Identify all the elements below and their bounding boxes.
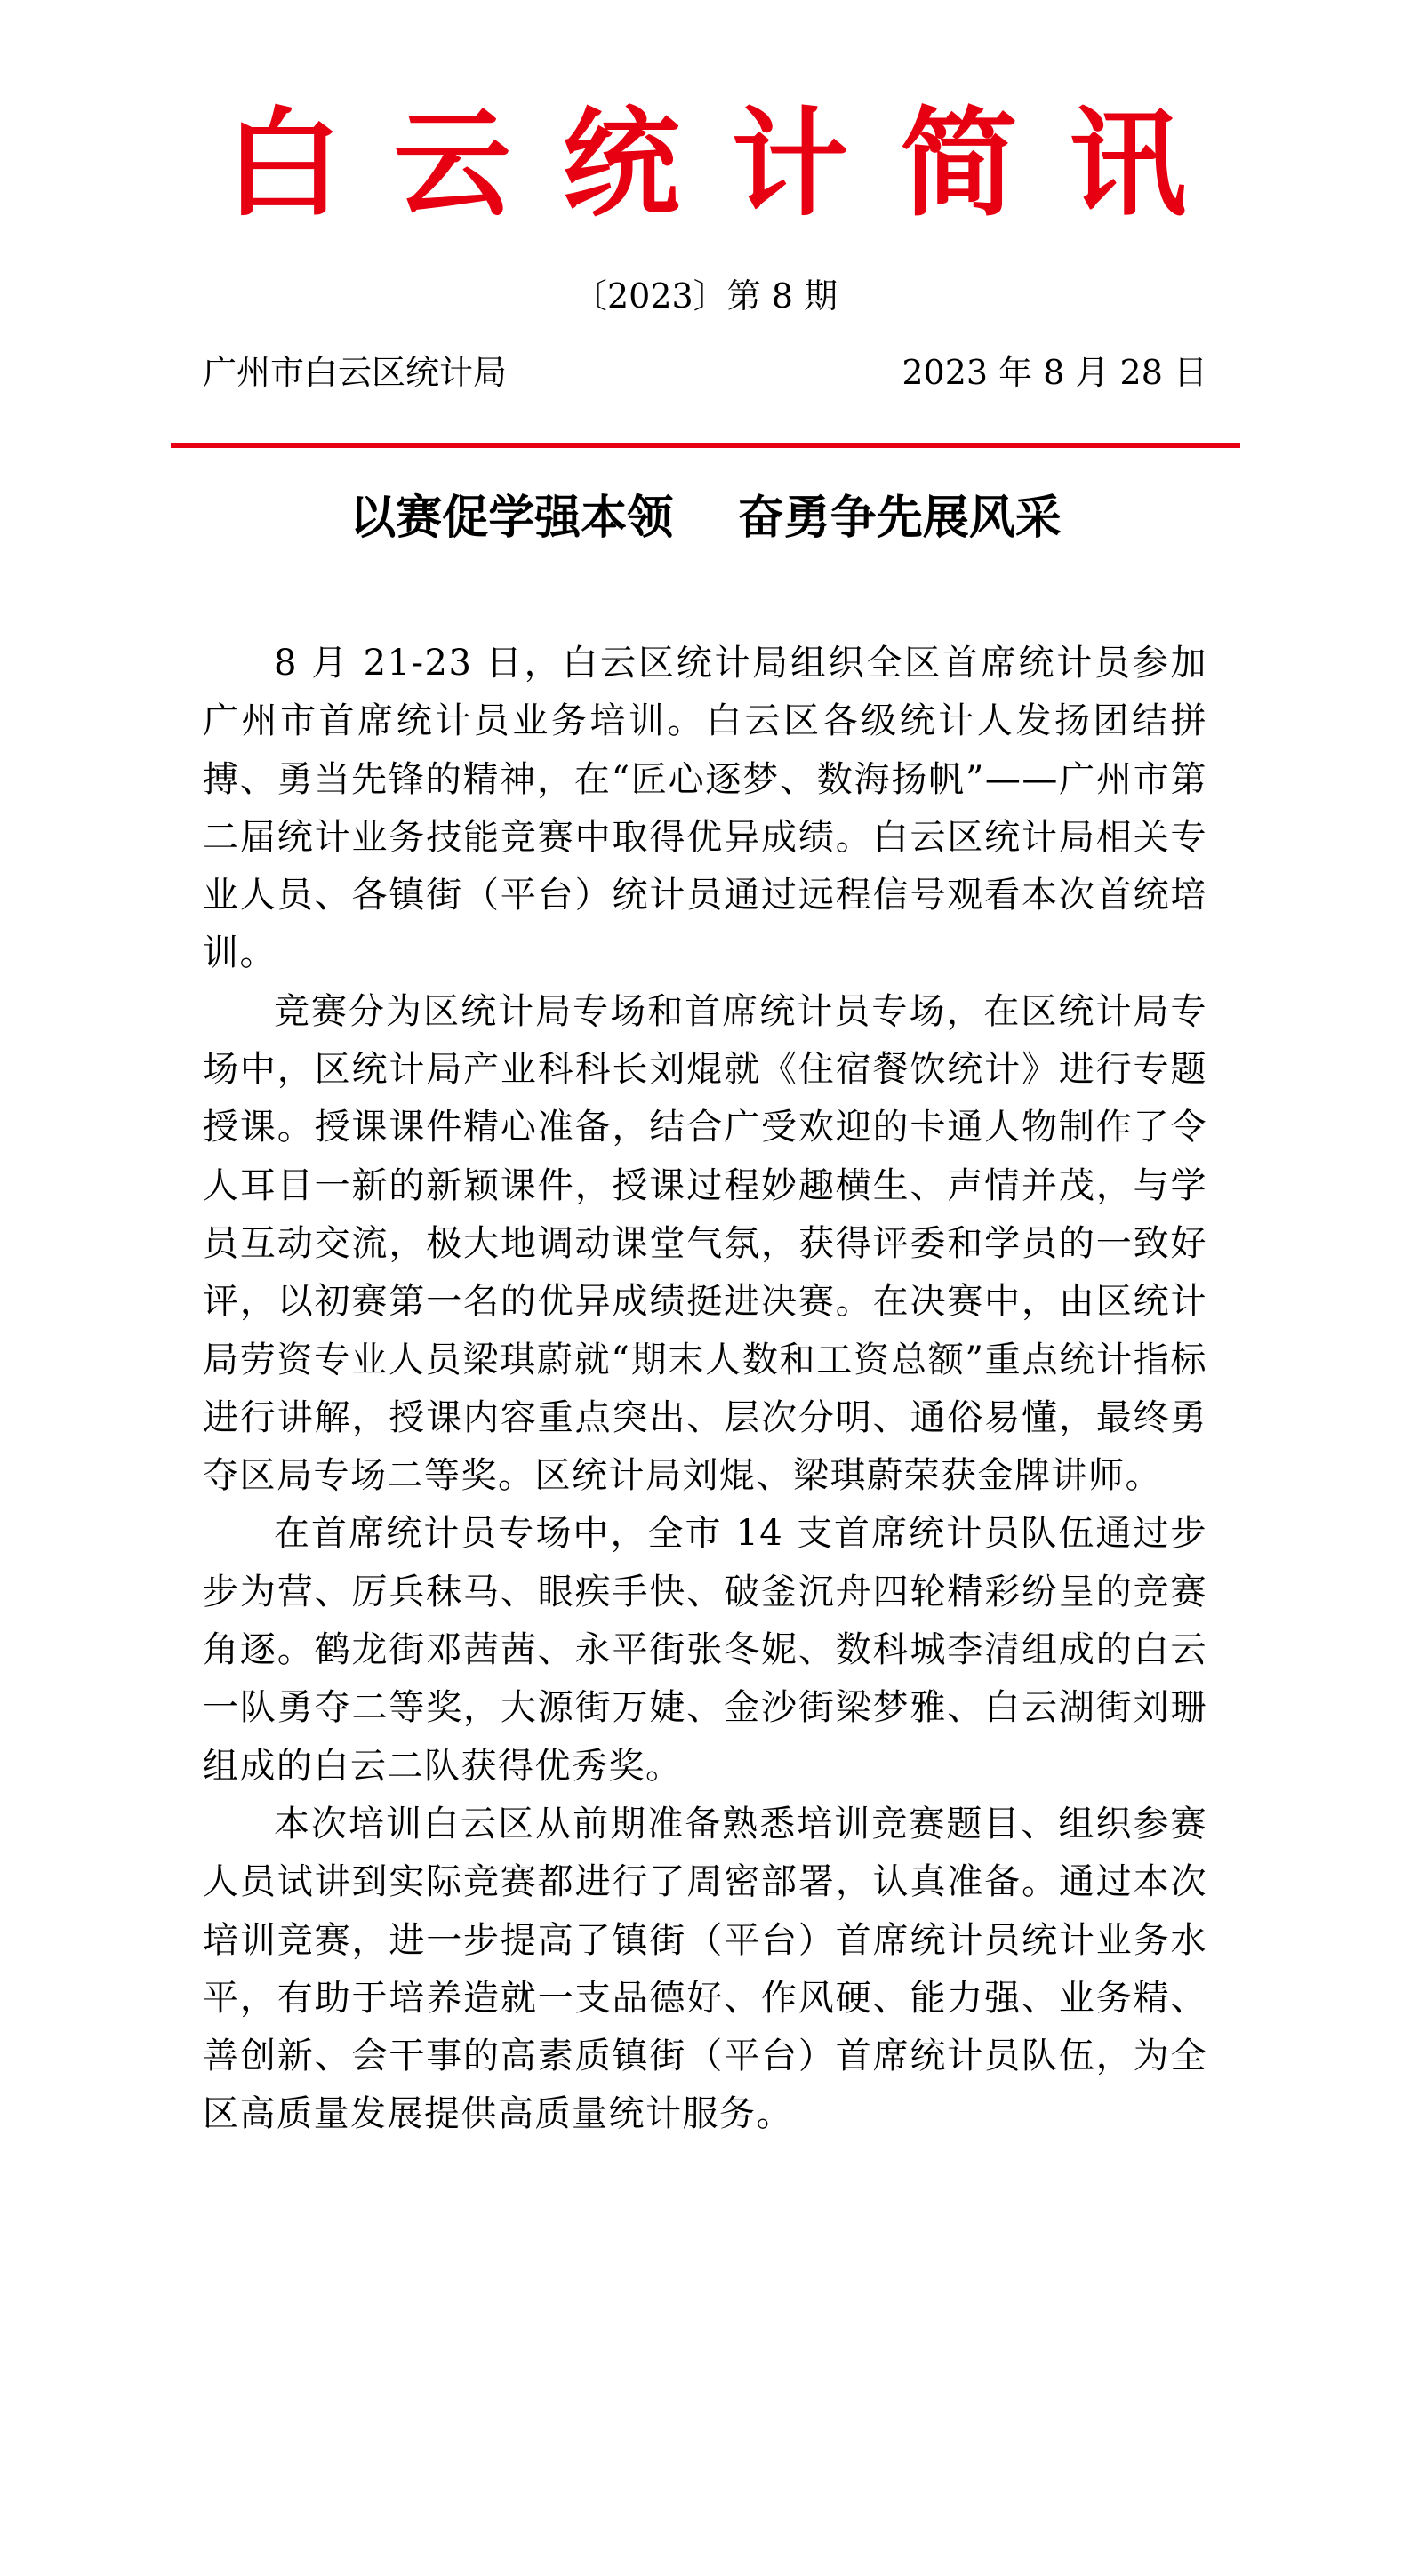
article-paragraph: 本次培训白云区从前期准备熟悉培训竞赛题目、组织参赛人员试讲到实际竞赛都进行了周密部署，认真准备。通过本次培训竞赛，进一步提高了镇街（平台）首席统计员统计业务水平，有助于培养造就一支品德好、作风硬、能力强、业务精、善创新、会干事的高素质镇街（平台）首席统计员队伍，为全区高质量发展提供高质量统计服务。 [203, 1803, 1207, 2135]
article-paragraph: 8 月 21-23 日，白云区统计局组织全区首席统计员参加广州市首席统计员业务培训。白云区各级统计人发扬团结拼搏、勇当先锋的精神，在“匠心逐梦、数海扬帆”——广州市第二届统计业务技能竞赛中取得优异成绩。白云区统计局相关专业人员、各镇街（平台）统计员通过远程信号观看本次首统培训。 [203, 643, 1207, 974]
publisher: 广州市白云区统计局 [203, 353, 508, 392]
article-paragraph: 竞赛分为区统计局专场和首席统计员专场，在区统计局专场中，区统计局产业科科长刘焜就《住宿餐饮统计》进行专题授课。授课课件精心准备，结合广受欢迎的卡通人物制作了令人耳目一新的新颖课件，授课过程妙趣横生、声情并茂，与学员互动交流，极大地调动课堂气氛，获得评委和学员的一致好评，以初赛第一名的优异成绩挺进决赛。在决赛中，由区统计局劳资专业人员梁琪蔚就“期末人数和工资总额”重点统计指标进行讲解，授课内容重点突出、层次分明、通俗易懂，最终勇夺区局专场二等奖。区统计局刘焜、梁琪蔚荣获金牌讲师。 [203, 990, 1207, 1497]
red-divider [171, 443, 1240, 448]
article-headline: 以赛促学强本领 奋勇争先展风采 [349, 491, 1062, 545]
article-paragraph: 在首席统计员专场中，全市 14 支首席统计员队伍通过步步为营、厉兵秣马、眼疾手快、破釜沉舟四轮精彩纷呈的竞赛角逐。鹤龙街邓茜茜、永平街张冬妮、数科城李清组成的白云一队勇夺二等奖，大源街万婕、金沙街梁梦雅、白云湖街刘珊组成的白云二队获得优秀奖。 [203, 1513, 1207, 1787]
publication-date: 2023 年 8 月 28 日 [902, 353, 1207, 392]
article-body [203, 635, 1207, 2144]
masthead-title: 白云统计简讯 [224, 95, 1239, 233]
issue-number: 〔2023〕第 8 期 [573, 276, 838, 316]
